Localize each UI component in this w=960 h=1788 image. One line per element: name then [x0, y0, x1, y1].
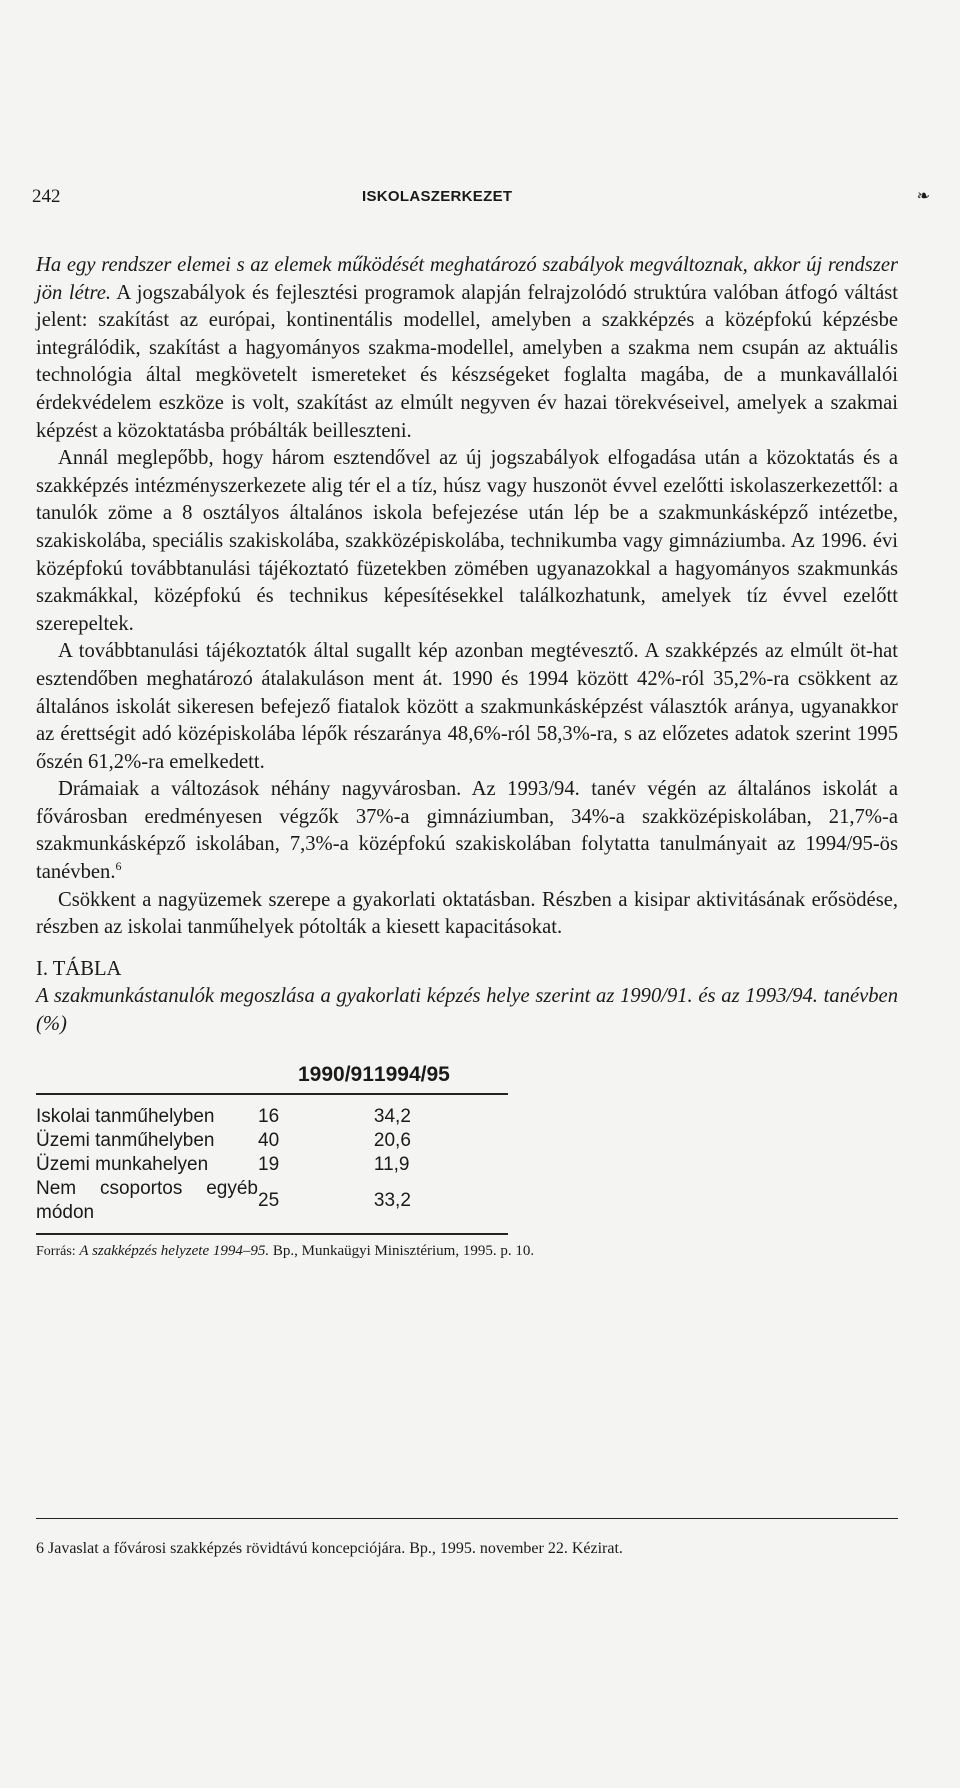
paragraph-1-italic: Ha egy rendszer elemei s az elemek működését meghatározó szabályok megváltoznak, akkor új rendszer jön létre.: [36, 254, 898, 304]
paragraph-1-text: A jogszabályok és fejlesztési programok alapján felrajzolódó struktúra valóban átfogó váltást jelent: szakítást az európai, kontinentális modellel, amelyben a szakképzés a középfokú képzésbe integrálódik, szakítást a hagyományos szakma-modellel, amelyben a szakma nem csupán az aktuális technológia által megkövetelt ismereteket és készségeket foglalta magába, de a munkavállalói érdekvédelem eszköze is volt, szakítást az elmúlt negyven év hazai törekvéseivel, amelyek a szakmai képzést a közoktatásba próbálták beilleszteni.: [36, 281, 898, 442]
table-cell-1990: 25: [258, 1177, 374, 1234]
table-row: [36, 1153, 508, 1177]
page-header: [32, 186, 930, 210]
table-cell-1990: 19: [258, 1153, 280, 1175]
table-header-blank: [36, 1063, 258, 1094]
source-details: Bp., Munkaügyi Minisztérium, 1995. p. 10.: [269, 1242, 535, 1259]
body-text: [36, 252, 898, 1262]
source-title: A szakképzés helyzete 1994–95.: [79, 1242, 270, 1259]
table-cell-1990: 40: [258, 1129, 280, 1151]
paragraph-2: Annál meglepőbb, hogy három esztendővel az új jogszabályok elfogadása után a közoktatás és a szakképzés intézményszerkezete alig tér el a tíz, húsz vagy huszonöt évvel ezelőtti iskolaszerkezettől: a tanulók zöme a 8 osztályos általános iskola befejezése után lép be a szakmunkásképző intézetbe, szakiskolába, speciális szakiskolába, szakközépiskolába, technikumba vagy gimnáziumba. Az 1996. évi középfokú továbbtanulási tájékoztató füzetekben zömében ugyanazokkal a hagyományos szakmunkás szakmákkal, középfokú és technikus képesítésekkel találkozhatunk, amelyek tíz évvel ezelőtt szerepeltek.: [36, 447, 898, 635]
table-cell-category: Nem csoportos egyéb módon: [36, 1177, 258, 1234]
footnote-divider: [36, 1518, 898, 1519]
table-block: [36, 956, 898, 1262]
table-cell-1994: 11,9: [373, 1153, 410, 1175]
paragraph-4-text: Drámaiak a változások néhány nagyvárosban. Az 1993/94. tanév végén az általános iskolát a fővárosban eredményesen végzők 37%-a gimnáziumban, 34%-a szakközépiskolában, 21,7%-a szakmunkásképző iskolában, 7,3%-a középfokú szakiskolában folytatta tanulmányait az 1994/95-ös tanévben.: [36, 778, 898, 884]
table-source: [36, 1241, 898, 1262]
page-number: 242: [32, 186, 61, 207]
table-cell-1994: 33,2: [374, 1177, 508, 1234]
paragraph-3: A továbbtanulási tájékoztatók által sugallt kép azonban megtévesztő. A szakképzés az elmúlt öt-hat esztendőben meghatározó átalakuláson ment át. 1990 és 1994 között 42%-ról 35,2%-ra csökkent az általános iskolát sikeresen befejező fiatalok között a szakmunkásképzést választók aránya, ugyanakkor az érettségit adó középiskolába lépők részaránya 48,6%-ról 58,3%-ra, s az előzetes adatok szerint 1995 őszén 61,2%-ra emelkedett.: [36, 640, 898, 773]
table-label: I. TÁBLA: [36, 957, 122, 980]
table-cell-category: Üzemi munkahelyen: [36, 1153, 209, 1175]
footnote-ref: 6: [115, 859, 122, 874]
table-cell-1994: 34,2: [373, 1105, 411, 1127]
table-caption: A szakmunkástanulók megoszlása a gyakorlati képzés helye szerint az 1990/91. és az 1993/94. tanévben (%): [36, 985, 898, 1036]
table-row: [36, 1094, 508, 1129]
table-row: [36, 1177, 508, 1234]
data-table: [36, 1063, 508, 1235]
running-title: ISKOLASZERKEZET: [362, 188, 513, 205]
table-header-row: [36, 1063, 508, 1094]
table-cell-category: Üzemi tanműhelyben: [36, 1129, 215, 1151]
paragraph-4: [36, 776, 898, 886]
table-cell-category: Iskolai tanműhelyben: [36, 1105, 215, 1127]
ornament-icon: ❧: [916, 188, 930, 205]
table-row: [36, 1129, 508, 1153]
footnote: 6 Javaslat a fővárosi szakképzés rövidtávú koncepciójára. Bp., 1995. november 22. Kézirat.: [36, 1540, 623, 1557]
source-label: Forrás:: [36, 1243, 76, 1259]
table-header-col2: 1994/95: [374, 1063, 508, 1094]
paragraph-1: [36, 252, 898, 445]
table-cell-1994: 20,6: [373, 1129, 411, 1151]
table-header-col1: 1990/91: [258, 1063, 374, 1094]
paragraph-5: Csökkent a nagyüzemek szerepe a gyakorlati oktatásban. Részben a kisipar aktivitásának erősödése, részben az iskolai tanműhelyek pótolták a kiesett kapacitásokat.: [36, 888, 898, 939]
table-cell-1990: 16: [258, 1105, 280, 1127]
